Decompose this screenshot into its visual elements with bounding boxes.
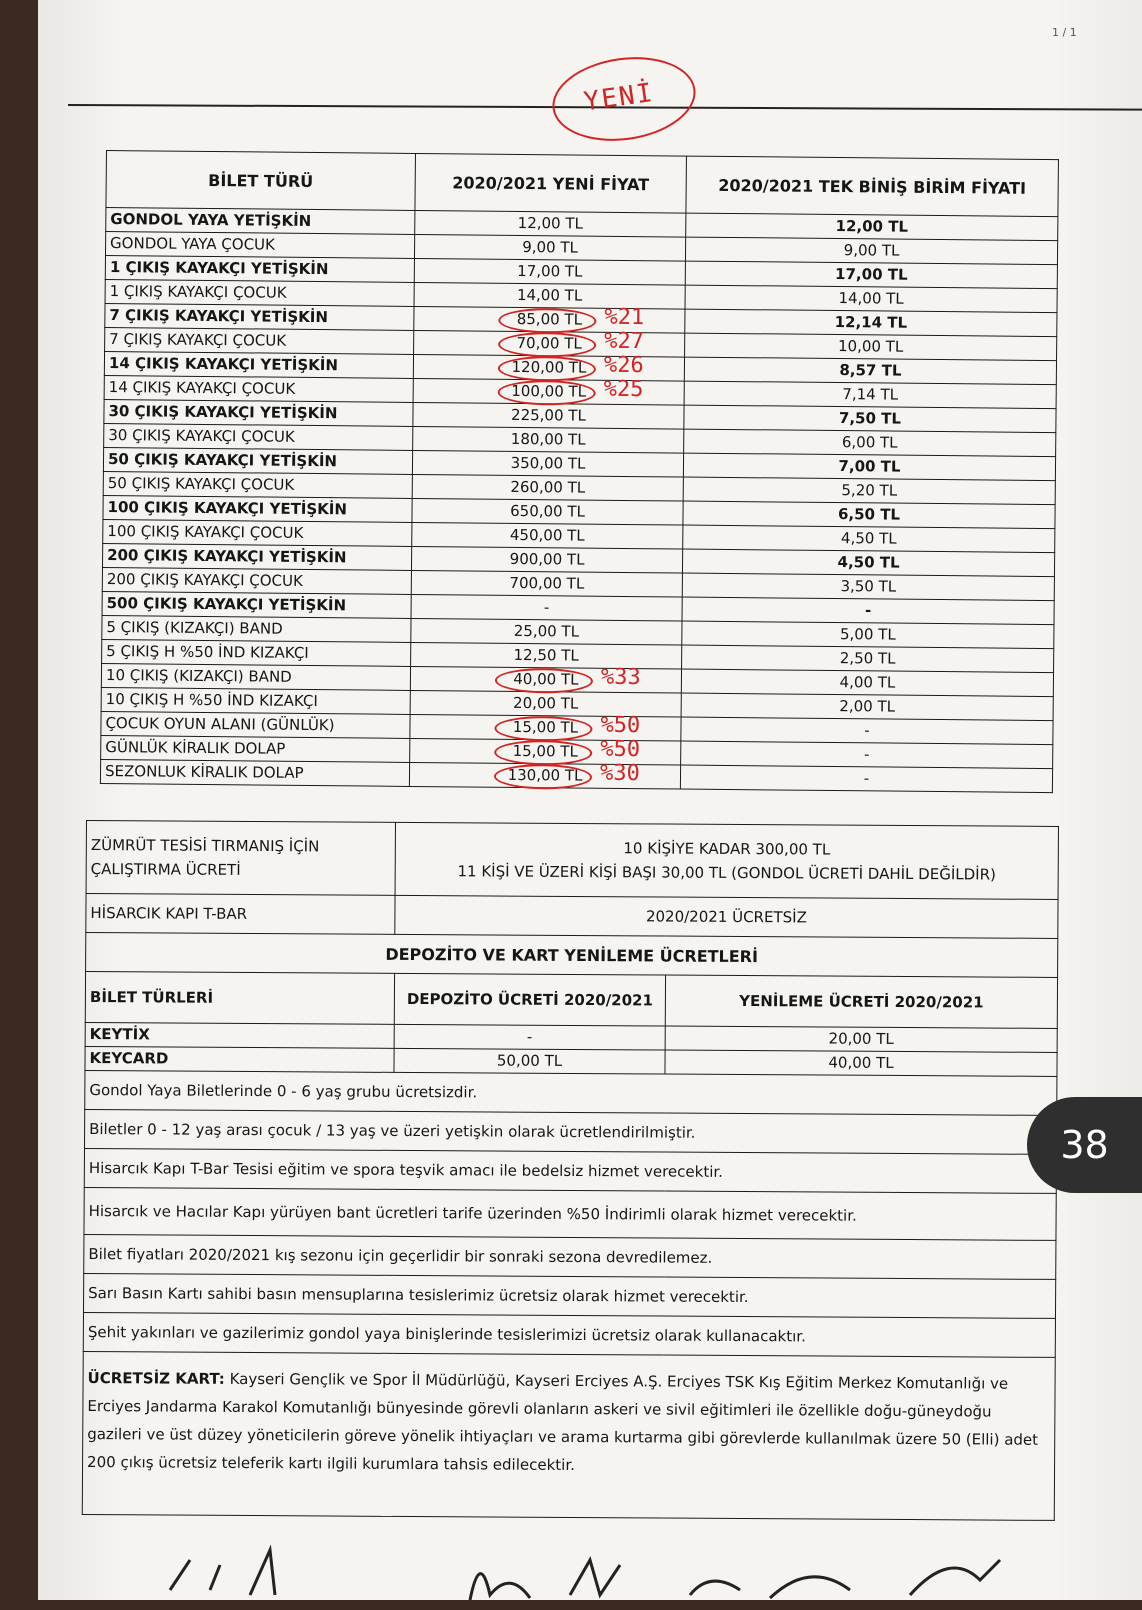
deposit-amount: - xyxy=(394,1024,665,1050)
ticket-type: 100 ÇIKIŞ KAYAKÇI ÇOCUK xyxy=(103,519,412,546)
new-price-value: 225,00 TL xyxy=(510,405,586,425)
ticket-type: 200 ÇIKIŞ KAYAKÇI YETİŞKİN xyxy=(102,543,411,570)
new-price-value: 180,00 TL xyxy=(510,429,586,449)
header-ticket-type: BİLET TÜRÜ xyxy=(106,151,416,211)
unit-price: - xyxy=(680,765,1052,793)
price-table xyxy=(100,150,1059,793)
new-price-value: 25,00 TL xyxy=(513,621,580,641)
deposit-header-type: BİLET TÜRLERİ xyxy=(85,972,394,1025)
deposit-type: KEYTİX xyxy=(85,1022,394,1048)
new-price xyxy=(414,282,685,309)
note-row xyxy=(85,1070,1057,1115)
new-price-value: 700,00 TL xyxy=(509,573,585,593)
new-price-value: 15,00 TL xyxy=(512,717,579,737)
unit-price: 4,00 TL xyxy=(681,669,1053,697)
ticket-type: 14 ÇIKIŞ KAYAKÇI YETİŞKİN xyxy=(104,351,413,378)
zumrut-row xyxy=(86,821,1058,900)
note-text: Hisarcık Kapı T-Bar Tesisi eğitim ve spora teşvik amacı ile bedelsiz hizmet verecektir. xyxy=(84,1148,1056,1193)
note-text: Hisarcık ve Hacılar Kapı yürüyen bant ücretleri tarife üzerinden %50 İndirimli olarak hizmet verecektir. xyxy=(84,1187,1056,1240)
price-rows xyxy=(100,208,1057,793)
new-price-value: 85,00 TL xyxy=(516,309,583,329)
deposit-amount: 50,00 TL xyxy=(394,1048,665,1074)
unit-price: 12,14 TL xyxy=(685,309,1057,337)
signature-scribbles xyxy=(150,1540,1050,1600)
unit-price: - xyxy=(682,597,1054,625)
deposit-header-row xyxy=(85,972,1057,1029)
new-price-value: 12,00 TL xyxy=(517,213,584,233)
ticket-type: SEZONLUK KİRALIK DOLAP xyxy=(100,759,409,786)
hisarcik-row xyxy=(86,894,1058,939)
unit-price: 17,00 TL xyxy=(685,261,1057,289)
ticket-type: 14 ÇIKIŞ KAYAKÇI ÇOCUK xyxy=(104,375,413,402)
free-card-text: Kayseri Gençlik ve Spor İl Müdürlüğü, Kayseri Erciyes A.Ş. Erciyes TSK Kış Eğitim Merkez Komutanlığı ve Erciyes Jandarma Karakol Komutanlığı bünyesinde görevli olanların askeri ve sivil eğitimleri ile özellikle doğu-güneydoğu gazileri ve üst düzey yöneticilerin göreve yönelik ihtiyaçları ve arama kurtarma gibi görevlerde kullanılmak üzere 50 (Elli) adet 200 çıkış ücretsiz teleferik kartı ilgili kurumlara tahsis edilecektir. xyxy=(87,1369,1039,1474)
unit-price: 2,00 TL xyxy=(681,693,1053,721)
ticket-type: 1 ÇIKIŞ KAYAKÇI ÇOCUK xyxy=(105,279,414,306)
new-price xyxy=(414,306,685,333)
note-text: Biletler 0 - 12 yaş arası çocuk / 13 yaş ve üzeri yetişkin olarak ücretlendirilmiştir. xyxy=(84,1109,1056,1154)
price-table-section xyxy=(100,150,1059,793)
note-text: Sarı Basın Kartı sahibi basın mensuplarına tesislerimiz ücretsiz olarak hizmet verecektir. xyxy=(83,1273,1055,1318)
ticket-type: 10 ÇIKIŞ H %50 İND KIZAKÇI xyxy=(101,687,410,714)
new-price xyxy=(415,210,686,237)
new-price-value: 15,00 TL xyxy=(512,741,578,761)
ticket-type: 30 ÇIKIŞ KAYAKÇI ÇOCUK xyxy=(104,423,413,450)
zumrut-line-2: 11 KİŞİ VE ÜZERİ KİŞİ BAŞI 30,00 TL (GONDOL ÜCRETİ DAHİL DEĞİLDİR) xyxy=(457,862,996,884)
new-price-value: 900,00 TL xyxy=(509,549,585,569)
new-price-value: 20,00 TL xyxy=(512,693,579,713)
new-price-value: 450,00 TL xyxy=(509,525,585,545)
note-row xyxy=(83,1312,1055,1357)
unit-price: 9,00 TL xyxy=(685,237,1057,265)
new-price-value: 100,00 TL xyxy=(511,381,587,401)
page-number-tab: 38 xyxy=(1027,1097,1142,1193)
deposit-header-renew: YENİLEME ÜCRETİ 2020/2021 xyxy=(665,975,1057,1028)
unit-price: 14,00 TL xyxy=(685,285,1057,313)
note-text: Gondol Yaya Biletlerinde 0 - 6 yaş grubu ücretsizdir. xyxy=(85,1070,1057,1115)
ticket-type: 10 ÇIKIŞ (KIZAKÇI) BAND xyxy=(101,663,410,690)
ticket-type: 30 ÇIKIŞ KAYAKÇI YETİŞKİN xyxy=(104,399,413,426)
unit-price: 7,14 TL xyxy=(684,381,1056,409)
unit-price: 4,50 TL xyxy=(683,525,1055,553)
zumrut-line-1: 10 KİŞİYE KADAR 300,00 TL xyxy=(623,839,831,859)
zumrut-label: ZÜMRÜT TESİSİ TIRMANIŞ İÇİN ÇALIŞTIRMA ÜCRETİ xyxy=(86,821,395,896)
price-table-header xyxy=(106,151,1059,217)
new-price-value: 260,00 TL xyxy=(510,477,586,497)
percent-mark: %25 xyxy=(603,376,644,403)
unit-price: - xyxy=(681,741,1053,769)
percent-mark: %30 xyxy=(599,760,640,787)
new-price xyxy=(411,546,682,573)
new-price xyxy=(414,234,685,261)
price-circle-mark xyxy=(494,740,592,766)
percent-mark: %27 xyxy=(604,328,645,355)
unit-price: 6,50 TL xyxy=(683,501,1055,529)
deposit-title-row xyxy=(86,933,1058,978)
price-circle-mark xyxy=(498,332,596,358)
unit-price: 12,00 TL xyxy=(686,213,1058,241)
price-circle-mark xyxy=(498,380,596,406)
unit-price: 8,57 TL xyxy=(684,357,1056,385)
new-price xyxy=(412,474,683,501)
new-price xyxy=(410,738,681,765)
hisarcik-label: HİSARCIK KAPI T-BAR xyxy=(86,894,395,935)
percent-mark: %33 xyxy=(600,664,641,691)
new-price xyxy=(413,378,684,405)
new-price xyxy=(412,450,683,477)
extra-table xyxy=(82,820,1059,1521)
unit-price: 5,00 TL xyxy=(682,621,1054,649)
new-price xyxy=(410,714,681,741)
new-price-value: 120,00 TL xyxy=(511,357,587,377)
deposit-type: KEYCARD xyxy=(85,1046,394,1072)
price-circle-mark xyxy=(495,668,593,694)
new-price-value: 130,00 TL xyxy=(507,765,583,785)
new-price xyxy=(411,594,682,621)
unit-price: 4,50 TL xyxy=(682,549,1054,577)
renew-amount: 20,00 TL xyxy=(665,1026,1057,1052)
ticket-type: 5 ÇIKIŞ H %50 İND KIZAKÇI xyxy=(102,639,411,666)
unit-price: 6,00 TL xyxy=(684,429,1056,457)
ticket-type: GONDOL YAYA YETİŞKİN xyxy=(106,208,415,235)
note-row xyxy=(83,1273,1055,1318)
new-price xyxy=(413,402,684,429)
new-price-value: 14,00 TL xyxy=(516,285,583,305)
note-row xyxy=(84,1187,1056,1240)
free-card-cell xyxy=(82,1351,1055,1520)
unit-price: 10,00 TL xyxy=(685,333,1057,361)
new-price xyxy=(413,354,684,381)
new-price xyxy=(411,642,682,669)
new-price xyxy=(410,690,681,717)
deposit-title: DEPOZİTO VE KART YENİLEME ÜCRETLERİ xyxy=(86,933,1058,978)
ticket-type: 7 ÇIKIŞ KAYAKÇI YETİŞKİN xyxy=(105,303,414,330)
new-price xyxy=(411,618,682,645)
stamp-text: YENİ xyxy=(582,77,657,118)
percent-mark: %21 xyxy=(604,304,645,331)
header-new-price: 2020/2021 YENİ FİYAT xyxy=(415,153,687,213)
price-circle-mark xyxy=(498,356,596,382)
new-price xyxy=(410,666,681,693)
new-price xyxy=(412,498,683,525)
unit-price: 7,50 TL xyxy=(684,405,1056,433)
unit-price: - xyxy=(681,717,1053,745)
new-price-value: 650,00 TL xyxy=(510,501,586,521)
header-unit-price: 2020/2021 TEK BİNİŞ BİRİM FİYATI xyxy=(686,156,1059,217)
deposit-header-deposit: DEPOZİTO ÜCRETİ 2020/2021 xyxy=(394,973,665,1026)
percent-mark: %26 xyxy=(603,352,644,379)
note-row xyxy=(84,1109,1056,1154)
price-circle-mark xyxy=(494,716,592,742)
zumrut-value xyxy=(395,822,1058,899)
new-price-value: 17,00 TL xyxy=(517,261,583,281)
extra-section xyxy=(82,820,1059,1521)
free-card-label: ÜCRETSİZ KART: xyxy=(87,1369,225,1388)
new-price xyxy=(414,330,685,357)
note-text: Bilet fiyatları 2020/2021 kış sezonu için geçerlidir bir sonraki sezona devredilemez. xyxy=(84,1234,1056,1279)
new-price xyxy=(413,426,684,453)
new-price xyxy=(414,258,685,285)
unit-price: 2,50 TL xyxy=(682,645,1054,673)
new-price xyxy=(412,522,683,549)
ticket-type: ÇOCUK OYUN ALANI (GÜNLÜK) xyxy=(101,711,410,738)
renew-amount: 40,00 TL xyxy=(665,1050,1057,1076)
hisarcik-value: 2020/2021 ÜCRETSİZ xyxy=(395,895,1058,938)
new-price-value: 350,00 TL xyxy=(510,453,586,473)
new-price-value: 70,00 TL xyxy=(516,333,582,353)
new-price-value: 9,00 TL xyxy=(522,238,579,257)
ticket-type: 50 ÇIKIŞ KAYAKÇI ÇOCUK xyxy=(103,471,412,498)
percent-mark: %50 xyxy=(600,712,641,739)
note-row xyxy=(84,1234,1056,1279)
ticket-type: 5 ÇIKIŞ (KIZAKÇI) BAND xyxy=(102,615,411,642)
ticket-type: 50 ÇIKIŞ KAYAKÇI YETİŞKİN xyxy=(103,447,412,474)
percent-mark: %50 xyxy=(600,736,641,763)
free-card-row xyxy=(82,1351,1055,1520)
ticket-type: 200 ÇIKIŞ KAYAKÇI ÇOCUK xyxy=(102,567,411,594)
ticket-type: GONDOL YAYA ÇOCUK xyxy=(105,232,414,259)
price-circle-mark xyxy=(498,308,596,334)
ticket-type: 7 ÇIKIŞ KAYAKÇI ÇOCUK xyxy=(105,327,414,354)
new-price-value: 40,00 TL xyxy=(513,669,579,689)
new-price xyxy=(411,570,682,597)
unit-price: 3,50 TL xyxy=(682,573,1054,601)
unit-price: 5,20 TL xyxy=(683,477,1055,505)
ticket-type: 1 ÇIKIŞ KAYAKÇI YETİŞKİN xyxy=(105,255,414,282)
note-text: Şehit yakınları ve gazilerimiz gondol yaya binişlerinde tesislerimizi ücretsiz olarak kullanacaktır. xyxy=(83,1312,1055,1357)
ticket-type: 500 ÇIKIŞ KAYAKÇI YETİŞKİN xyxy=(102,591,411,618)
new-price xyxy=(409,762,680,789)
price-circle-mark xyxy=(494,764,592,790)
ticket-type: GÜNLÜK KİRALIK DOLAP xyxy=(101,735,410,762)
ticket-type: 100 ÇIKIŞ KAYAKÇI YETİŞKİN xyxy=(103,495,412,522)
new-price-value: - xyxy=(543,598,550,617)
new-price-value: 12,50 TL xyxy=(513,645,579,665)
page-counter: 1 / 1 xyxy=(1052,26,1077,39)
note-row xyxy=(84,1148,1056,1193)
unit-price: 7,00 TL xyxy=(683,453,1055,481)
